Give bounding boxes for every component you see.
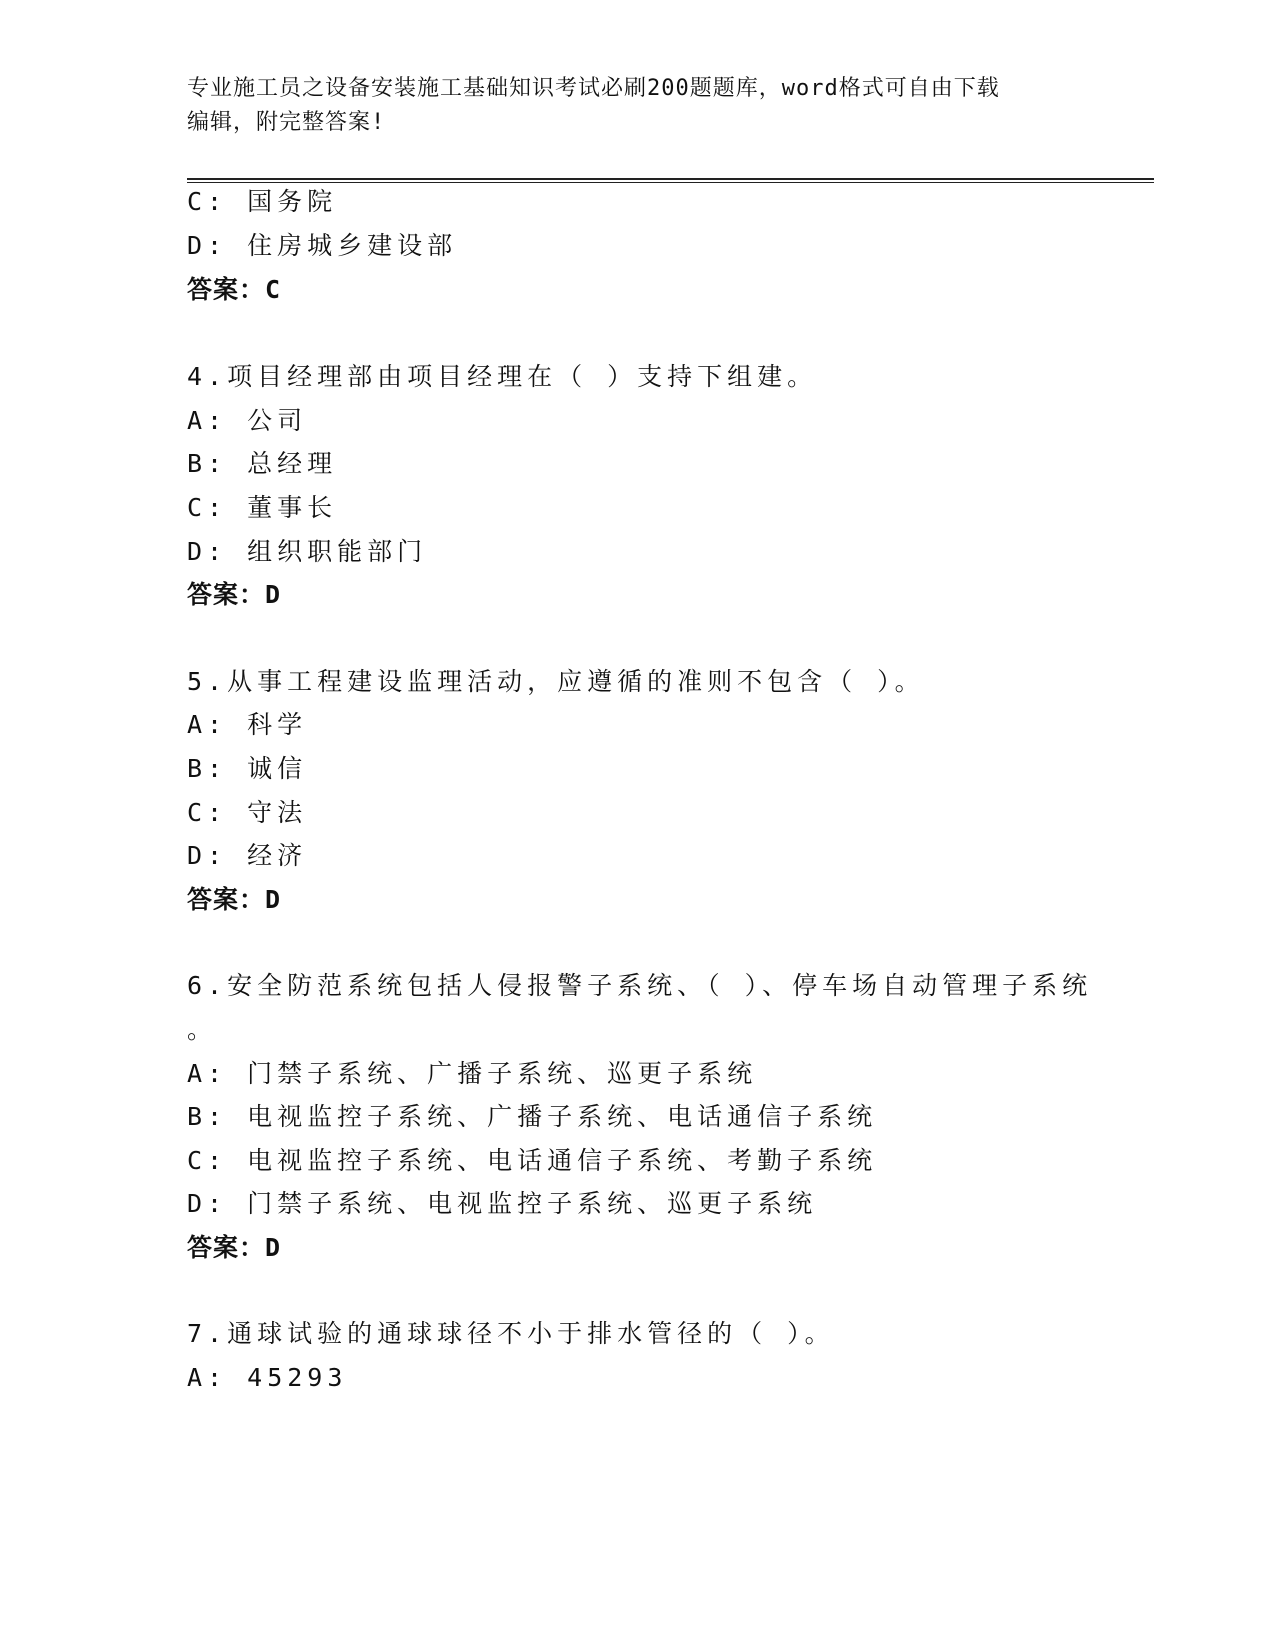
- question-4-option-b: B: 总经理: [187, 449, 338, 478]
- question-4-option-a: A: 公司: [187, 406, 308, 435]
- question-6-stem-line-1: 6.安全防范系统包括人侵报警子系统、（ ）、停车场自动管理子系统: [187, 971, 1093, 1000]
- question-7-stem: 7.通球试验的通球球径不小于排水管径的（ ）。: [187, 1319, 835, 1348]
- prev-question-answer: 答案：C: [187, 275, 282, 304]
- question-7-option-a: A: 45293: [187, 1363, 348, 1392]
- question-4-answer: 答案：D: [187, 580, 282, 609]
- question-5-answer: 答案：D: [187, 885, 282, 914]
- prev-question-option-d: D: 住房城乡建设部: [187, 231, 458, 260]
- question-6-option-b: B: 电视监控子系统、广播子系统、电话通信子系统: [187, 1102, 878, 1131]
- question-6-answer: 答案：D: [187, 1233, 282, 1262]
- header-title-line-1: 专业施工员之设备安装施工基础知识考试必刷200题题库，word格式可自由下载: [187, 76, 1000, 101]
- header-title-line-2: 编辑，附完整答案!: [187, 110, 386, 135]
- question-5-option-d: D: 经济: [187, 841, 308, 870]
- question-4-option-c: C: 董事长: [187, 493, 338, 522]
- question-5-option-b: B: 诚信: [187, 754, 308, 783]
- question-4-option-d: D: 组织职能部门: [187, 537, 428, 566]
- question-6-stem-line-2: 。: [187, 1015, 218, 1044]
- question-6-option-c: C: 电视监控子系统、电话通信子系统、考勤子系统: [187, 1146, 878, 1175]
- header-divider: [187, 178, 1154, 183]
- prev-question-option-c: C: 国务院: [187, 187, 338, 216]
- question-6-option-a: A: 门禁子系统、广播子系统、巡更子系统: [187, 1059, 758, 1088]
- question-5-option-a: A: 科学: [187, 710, 308, 739]
- question-6-option-d: D: 门禁子系统、电视监控子系统、巡更子系统: [187, 1189, 818, 1218]
- question-5-option-c: C: 守法: [187, 798, 308, 827]
- question-5-stem: 5.从事工程建设监理活动，应遵循的准则不包含（ ）。: [187, 667, 925, 696]
- document-header: [187, 72, 1067, 140]
- question-4-stem: 4.项目经理部由项目经理在（ ）支持下组建。: [187, 362, 818, 391]
